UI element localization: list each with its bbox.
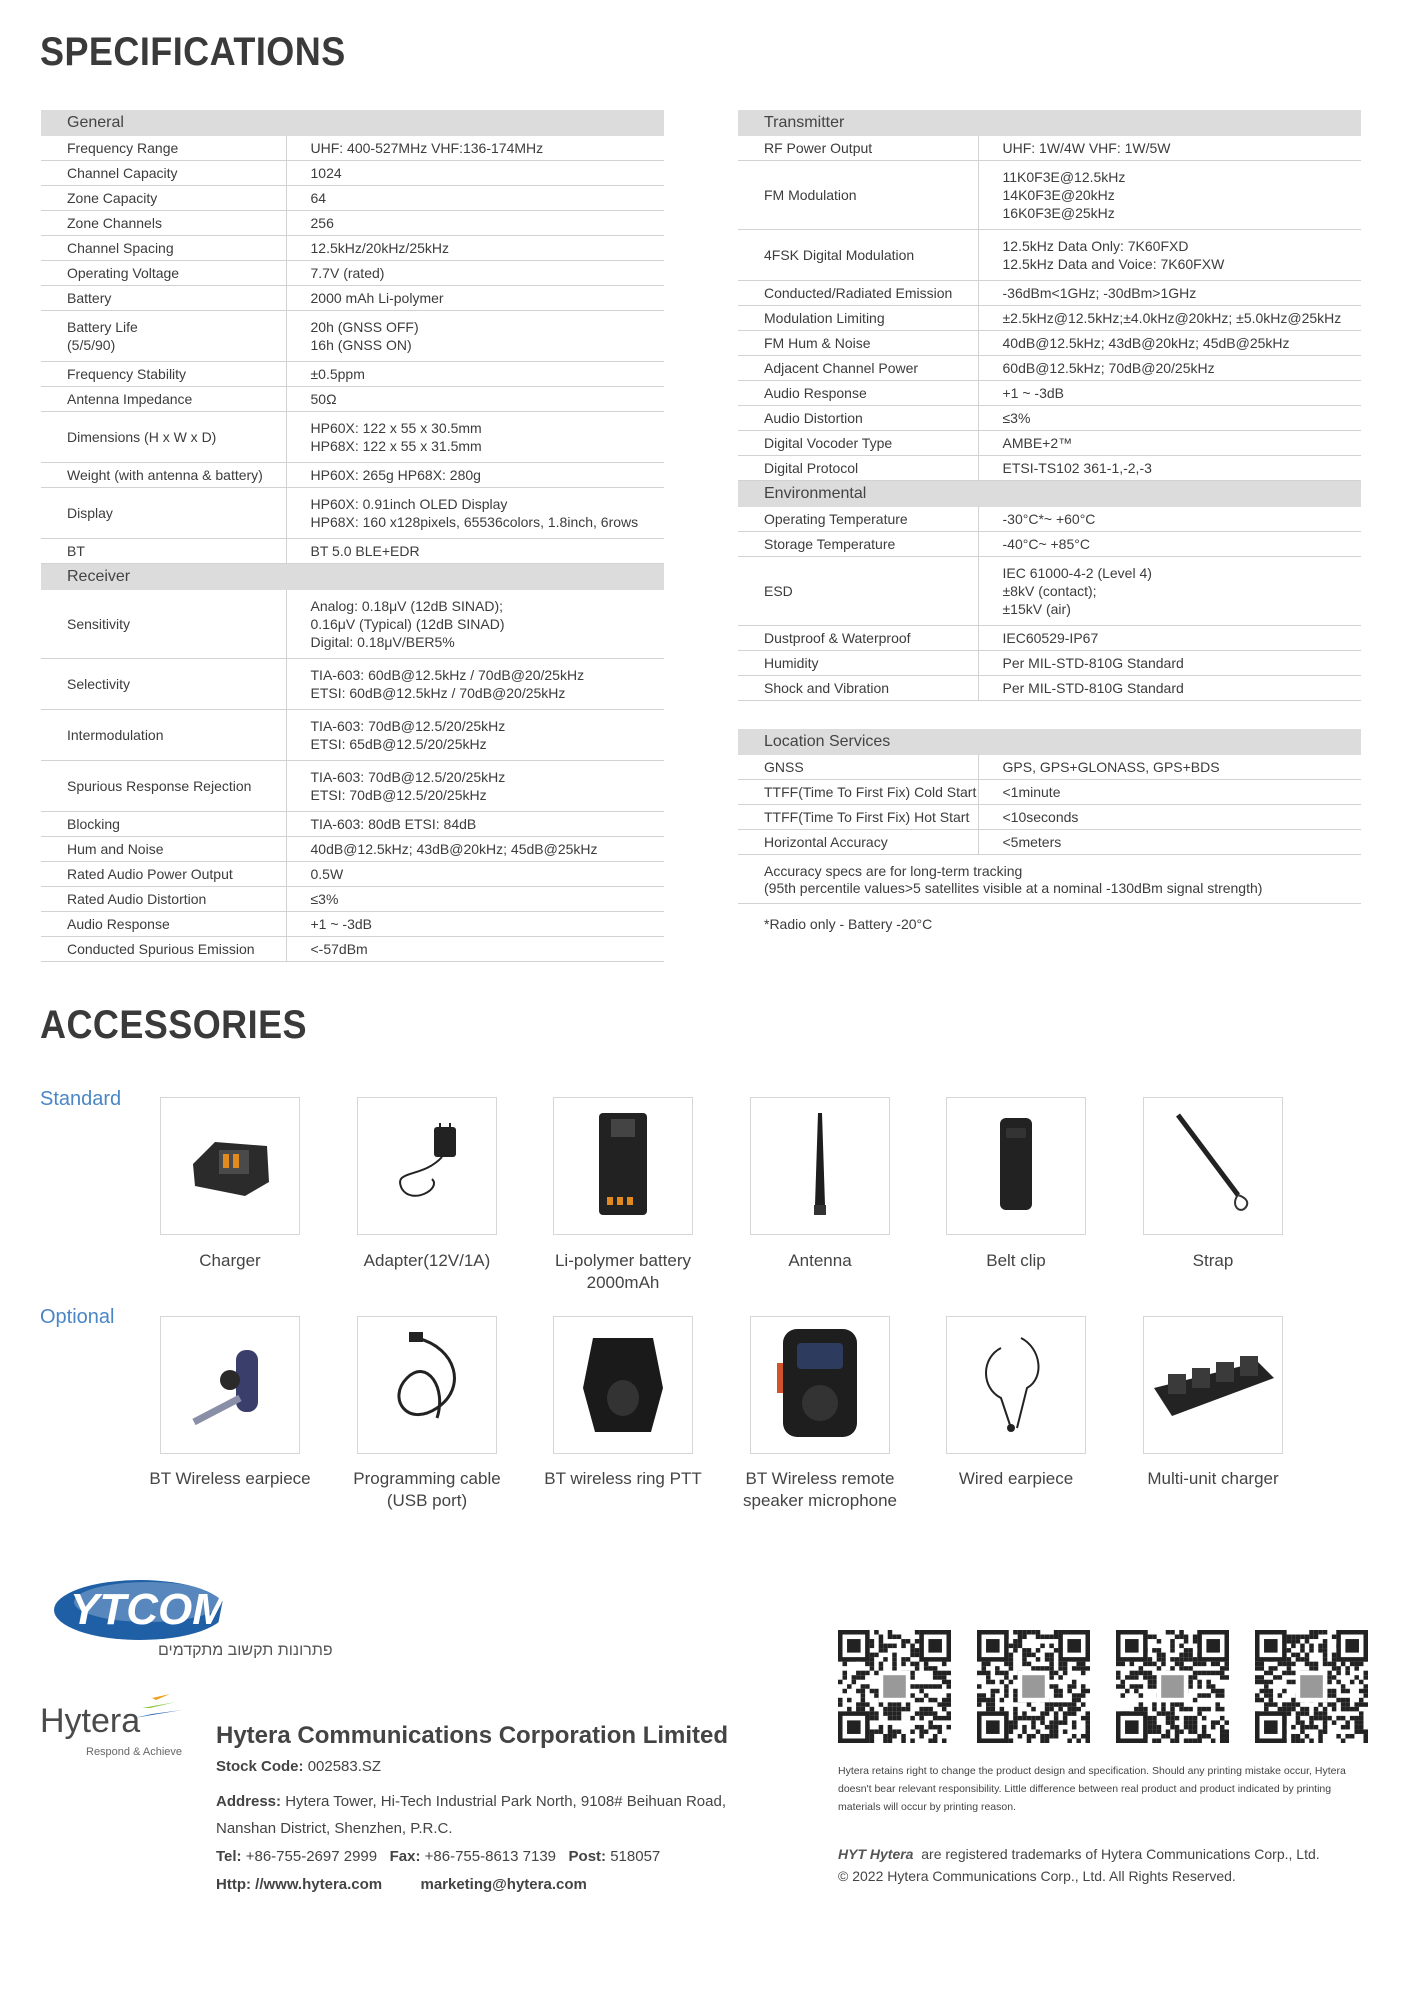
spec-value: HP60X: 122 x 55 x 30.5mm HP68X: 122 x 55 x 31.5mm [286, 412, 664, 463]
spec-value: 12.5kHz Data Only: 7K60FXD 12.5kHz Data and Voice: 7K60FXW [978, 230, 1361, 281]
spec-label: Horizontal Accuracy [738, 830, 978, 855]
spec-label: Rated Audio Distortion [41, 887, 286, 912]
spec-value: 50Ω [286, 387, 664, 412]
spec-label: Zone Capacity [41, 186, 286, 211]
spec-value: HP60X: 265g HP68X: 280g [286, 463, 664, 488]
accessory-image [553, 1316, 693, 1454]
spec-value: +1 ~ -3dB [978, 381, 1361, 406]
radio-only-note: *Radio only - Battery -20°C [764, 916, 933, 932]
spec-value: 64 [286, 186, 664, 211]
spec-label: Conducted/Radiated Emission [738, 281, 978, 306]
spec-row [41, 488, 664, 539]
accessory-image [160, 1316, 300, 1454]
spec-value: 60dB@12.5kHz; 70dB@20/25kHz [978, 356, 1361, 381]
spec-row [738, 507, 1361, 532]
spec-value: HP60X: 0.91inch OLED Display HP68X: 160 x128pixels, 65536colors, 1.8inch, 6rows [286, 488, 664, 539]
spec-value: Analog: 0.18μV (12dB SINAD); 0.16μV (Typical) (12dB SINAD) Digital: 0.18μV/BER5% [286, 590, 664, 659]
charger-icon [185, 1124, 275, 1209]
spec-label: ESD [738, 557, 978, 626]
accessory-caption: Charger [199, 1251, 261, 1270]
spec-label: Selectivity [41, 659, 286, 710]
spec-label: Rated Audio Power Output [41, 862, 286, 887]
accessory-image [1143, 1316, 1283, 1454]
spec-row [738, 381, 1361, 406]
spec-row [41, 862, 664, 887]
accuracy-note: Accuracy specs are for long-term tracking (95th percentile values>5 satellites visible at a nominal -130dBm signal strength) [764, 863, 1263, 896]
accessory-image [946, 1097, 1086, 1235]
spec-value: TIA-603: 70dB@12.5/20/25kHz ETSI: 65dB@12.5/20/25kHz [286, 710, 664, 761]
spec-value: +1 ~ -3dB [286, 912, 664, 937]
hytera-swoosh-icon [132, 1688, 184, 1724]
spec-label: FM Modulation [738, 161, 978, 230]
accessory-caption: Antenna [788, 1251, 852, 1270]
spec-row [738, 755, 1361, 780]
spec-label: Digital Protocol [738, 456, 978, 481]
spec-row [738, 431, 1361, 456]
spec-row [41, 590, 664, 659]
spec-row [738, 136, 1361, 161]
spec-table-right [738, 110, 1361, 701]
accessory-caption: Belt clip [986, 1251, 1046, 1270]
location-table [738, 729, 1361, 855]
stock-code: Stock Code: 002583.SZ [216, 1758, 382, 1775]
spec-value: ≤3% [978, 406, 1361, 431]
spec-table-left [41, 110, 664, 962]
spec-label: Dimensions (H x W x D) [41, 412, 286, 463]
spec-value: ETSI-TS102 361-1,-2,-3 [978, 456, 1361, 481]
spec-value: Per MIL-STD-810G Standard [978, 651, 1361, 676]
spec-row [41, 236, 664, 261]
programming-cable-icon [377, 1328, 477, 1443]
accessory-caption: Programming cable (USB port) [353, 1469, 501, 1510]
spec-row [738, 780, 1361, 805]
spec-value: 40dB@12.5kHz; 43dB@20kHz; 45dB@25kHz [286, 837, 664, 862]
spec-label: TTFF(Time To First Fix) Cold Start [738, 780, 978, 805]
spec-row [41, 286, 664, 311]
spec-label: FM Hum & Noise [738, 331, 978, 356]
spec-row [41, 812, 664, 837]
spec-value: GPS, GPS+GLONASS, GPS+BDS [978, 755, 1361, 780]
spec-value: UHF: 400-527MHz VHF:136-174MHz [286, 136, 664, 161]
spec-label: Blocking [41, 812, 286, 837]
adapter-icon [382, 1119, 472, 1214]
accessory-image [357, 1316, 497, 1454]
spec-row [41, 539, 664, 564]
accessory-image [750, 1316, 890, 1454]
specifications-heading: SPECIFICATIONS [40, 30, 346, 74]
ring-ptt-icon [573, 1328, 673, 1443]
spec-value: TIA-603: 70dB@12.5/20/25kHz ETSI: 70dB@12.5/20/25kHz [286, 761, 664, 812]
spec-label: Dustproof & Waterproof [738, 626, 978, 651]
spec-label: Battery [41, 286, 286, 311]
copyright: © 2022 Hytera Communications Corp., Ltd. All Rights Reserved. [838, 1868, 1236, 1884]
speaker-mic-icon [775, 1323, 865, 1448]
spec-value: AMBE+2™ [978, 431, 1361, 456]
spec-row [41, 659, 664, 710]
spec-value: 256 [286, 211, 664, 236]
website-link[interactable]: Http: //www.hytera.com [216, 1876, 383, 1893]
accessory-image [1143, 1097, 1283, 1235]
accessory-caption: Strap [1192, 1251, 1234, 1270]
spec-row [41, 463, 664, 488]
spec-label: TTFF(Time To First Fix) Hot Start [738, 805, 978, 830]
spec-value: 12.5kHz/20kHz/25kHz [286, 236, 664, 261]
spec-row [738, 230, 1361, 281]
spec-value: ±0.5ppm [286, 362, 664, 387]
accessory-caption: BT Wireless earpiece [149, 1469, 311, 1488]
spec-label: Audio Response [41, 912, 286, 937]
spec-row [738, 406, 1361, 431]
spec-row [738, 830, 1361, 855]
spec-value: -36dBm<1GHz; -30dBm>1GHz [978, 281, 1361, 306]
section-title: Environmental [738, 481, 1361, 508]
spec-value: ≤3% [286, 887, 664, 912]
accessory-image [357, 1097, 497, 1235]
section-header [41, 564, 664, 591]
spec-row [41, 761, 664, 812]
spec-value: ±2.5kHz@12.5kHz;±4.0kHz@20kHz; ±5.0kHz@25kHz [978, 306, 1361, 331]
spec-row [41, 412, 664, 463]
spec-row [738, 676, 1361, 701]
hytera-tagline: Respond & Achieve [86, 1746, 183, 1758]
spec-label: Adjacent Channel Power [738, 356, 978, 381]
spec-value: <5meters [978, 830, 1361, 855]
spec-row [738, 651, 1361, 676]
spec-row [41, 387, 664, 412]
spec-row [41, 710, 664, 761]
section-title: Receiver [41, 564, 664, 591]
spec-label: Battery Life (5/5/90) [41, 311, 286, 362]
spec-label: Zone Channels [41, 211, 286, 236]
section-title: General [41, 110, 664, 136]
spec-label: GNSS [738, 755, 978, 780]
accessory-caption: BT Wireless remote speaker microphone [742, 1469, 898, 1510]
spec-value: 40dB@12.5kHz; 43dB@20kHz; 45dB@25kHz [978, 331, 1361, 356]
spec-value: -40°C~ +85°C [978, 532, 1361, 557]
strap-icon [1168, 1109, 1258, 1224]
spec-label: Sensitivity [41, 590, 286, 659]
spec-row [738, 356, 1361, 381]
spec-label: Frequency Range [41, 136, 286, 161]
qr-code-icon [1116, 1630, 1229, 1743]
multi-charger-icon [1148, 1338, 1278, 1433]
spec-label: Antenna Impedance [41, 387, 286, 412]
spec-row [41, 186, 664, 211]
spec-label: Channel Capacity [41, 161, 286, 186]
accessory-image [553, 1097, 693, 1235]
spec-label: Spurious Response Rejection [41, 761, 286, 812]
accessories-heading: ACCESSORIES [40, 1003, 308, 1047]
spec-label: Storage Temperature [738, 532, 978, 557]
spec-row [41, 912, 664, 937]
spec-value: IEC60529-IP67 [978, 626, 1361, 651]
section-header [738, 729, 1361, 755]
antenna-icon [805, 1109, 835, 1224]
spec-value: 0.5W [286, 862, 664, 887]
spec-row [738, 805, 1361, 830]
spec-row [41, 211, 664, 236]
spec-label: Audio Distortion [738, 406, 978, 431]
accessory-caption: Adapter(12V/1A) [363, 1251, 491, 1270]
spec-row [738, 557, 1361, 626]
standard-label: Standard [40, 1088, 122, 1110]
spec-row [738, 331, 1361, 356]
spec-label: Audio Response [738, 381, 978, 406]
section-header [738, 110, 1361, 136]
spec-label: 4FSK Digital Modulation [738, 230, 978, 281]
spec-label: Shock and Vibration [738, 676, 978, 701]
qr-code-icon [838, 1630, 951, 1743]
ytcom-logo-text: YTCOM GROUP [70, 1585, 372, 1634]
spec-label: Frequency Stability [41, 362, 286, 387]
spec-label: Modulation Limiting [738, 306, 978, 331]
spec-row [738, 306, 1361, 331]
address: Address: Hytera Tower, Hi-Tech Industrial Park North, 9108# Beihuan Road, [216, 1793, 726, 1810]
spec-label: Conducted Spurious Emission [41, 937, 286, 962]
address-line-2: Nanshan District, Shenzhen, P.R.C. [216, 1820, 453, 1837]
ytcom-logo [52, 1572, 372, 1662]
spec-row [41, 136, 664, 161]
wired-earpiece-icon [971, 1328, 1061, 1443]
spec-value: <1minute [978, 780, 1361, 805]
spec-value: TIA-603: 80dB ETSI: 84dB [286, 812, 664, 837]
trademark-line: HYT Hytera are registered trademarks of Hytera Communications Corp., Ltd. [838, 1846, 1320, 1862]
spec-row [41, 887, 664, 912]
spec-row [41, 837, 664, 862]
spec-row [41, 937, 664, 962]
spec-label: Display [41, 488, 286, 539]
spec-row [41, 161, 664, 186]
location-services-section [738, 729, 1361, 933]
spec-value: <10seconds [978, 805, 1361, 830]
section-title: Transmitter [738, 110, 1361, 136]
spec-value: UHF: 1W/4W VHF: 1W/5W [978, 136, 1361, 161]
accessory-caption: Wired earpiece [958, 1469, 1074, 1488]
spec-value: IEC 61000-4-2 (Level 4) ±8kV (contact); ±15kV (air) [978, 557, 1361, 626]
disclaimer: Hytera retains right to change the product design and specification. Should any printing mistake occur, Hytera doesn't bear relevant responsibility. Little difference between real product and product indicated by printing materials will occur by printing reason. [838, 1765, 1346, 1813]
trademark-logos: HYT Hytera [838, 1846, 914, 1862]
accessory-image [160, 1097, 300, 1235]
spec-label: Intermodulation [41, 710, 286, 761]
spec-row [738, 161, 1361, 230]
spec-row [738, 532, 1361, 557]
spec-value: 1024 [286, 161, 664, 186]
spec-row [738, 281, 1361, 306]
spec-label: Hum and Noise [41, 837, 286, 862]
hytera-logo: Hytera Respond & Achieve [40, 1702, 200, 1762]
accessory-caption: Multi-unit charger [1147, 1469, 1279, 1488]
spec-label: RF Power Output [738, 136, 978, 161]
spec-label: Weight (with antenna & battery) [41, 463, 286, 488]
spec-value: -30°C*~ +60°C [978, 507, 1361, 532]
spec-row [41, 362, 664, 387]
spec-label: BT [41, 539, 286, 564]
spec-value: <-57dBm [286, 937, 664, 962]
spec-value: BT 5.0 BLE+EDR [286, 539, 664, 564]
spec-value: 11K0F3E@12.5kHz 14K0F3E@20kHz 16K0F3E@25kHz [978, 161, 1361, 230]
optional-label: Optional [40, 1306, 115, 1328]
spec-value: 20h (GNSS OFF) 16h (GNSS ON) [286, 311, 664, 362]
spec-label: Humidity [738, 651, 978, 676]
section-header [738, 481, 1361, 508]
accessory-caption: Li-polymer battery 2000mAh [554, 1251, 692, 1292]
spec-value: TIA-603: 60dB@12.5kHz / 70dB@20/25kHz ETSI: 60dB@12.5kHz / 70dB@20/25kHz [286, 659, 664, 710]
ytcom-tagline: פתרונות תקשוב מתקדמים [158, 1642, 333, 1659]
company-name: Hytera Communications Corporation Limited [216, 1722, 729, 1749]
accessory-image [750, 1097, 890, 1235]
battery-icon [593, 1109, 653, 1224]
spec-row [41, 311, 664, 362]
spec-label: Channel Spacing [41, 236, 286, 261]
spec-row [41, 261, 664, 286]
spec-value: Per MIL-STD-810G Standard [978, 676, 1361, 701]
contact-line: Tel: +86-755-2697 2999 Fax: +86-755-8613 7139 Post: 518057 [216, 1848, 661, 1865]
spec-value: 7.7V (rated) [286, 261, 664, 286]
spec-label: Digital Vocoder Type [738, 431, 978, 456]
bt-earpiece-icon [180, 1338, 280, 1433]
qr-code-icon [977, 1630, 1090, 1743]
section-header [41, 110, 664, 136]
spec-value: 2000 mAh Li-polymer [286, 286, 664, 311]
accessory-image [946, 1316, 1086, 1454]
spec-row [738, 626, 1361, 651]
email-link[interactable]: marketing@hytera.com [420, 1876, 587, 1893]
spec-row [738, 456, 1361, 481]
accessory-caption: BT wireless ring PTT [544, 1469, 702, 1488]
web-line [216, 1876, 587, 1893]
section-title: Location Services [738, 729, 1361, 755]
spec-label: Operating Voltage [41, 261, 286, 286]
qr-code-icon [1255, 1630, 1368, 1743]
belt-clip-icon [996, 1114, 1036, 1219]
spec-label: Operating Temperature [738, 507, 978, 532]
